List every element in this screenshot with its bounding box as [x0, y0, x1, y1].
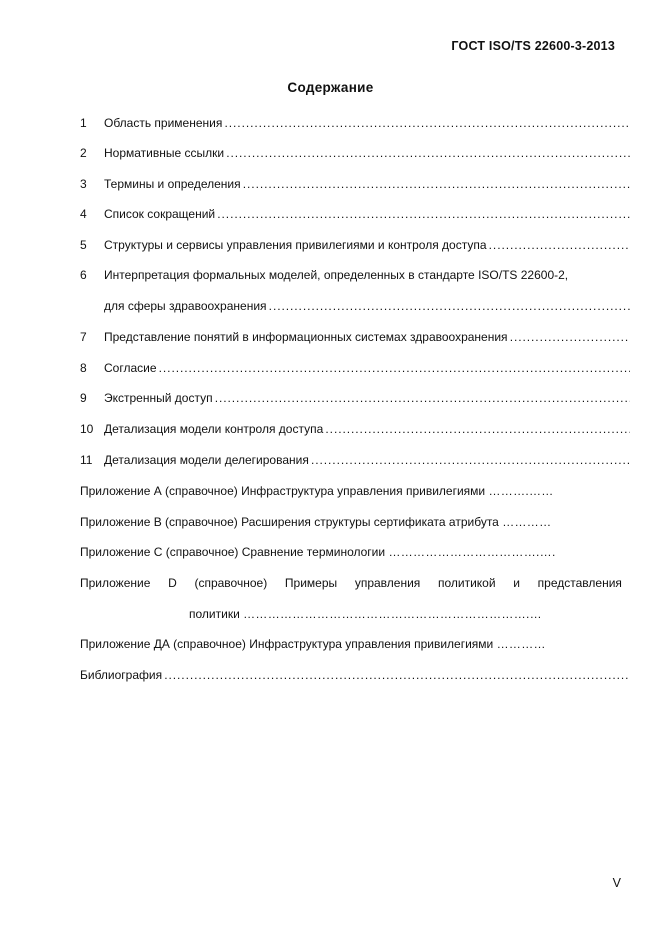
- toc-item-6-continued[interactable]: [80, 298, 630, 314]
- toc-item-title: Детализация модели делегирования . . .: [104, 452, 630, 468]
- word: D: [168, 576, 177, 590]
- toc-item-number: 2: [80, 146, 87, 160]
- appendix-b-leader: …………: [502, 515, 552, 529]
- toc-appendix-d[interactable]: [80, 575, 622, 591]
- toc-item-11[interactable]: [80, 452, 630, 468]
- document-id: ГОСТ ISO/TS 22600-3-2013: [451, 39, 615, 53]
- word: представления: [537, 576, 622, 590]
- toc-item-number: 10: [80, 422, 94, 436]
- toc-item-10[interactable]: [80, 421, 630, 437]
- word: (справочное): [194, 576, 268, 590]
- page-number: V: [612, 876, 621, 890]
- toc-appendix-da[interactable]: [80, 636, 630, 652]
- toc-item-title: Экстренный доступ . . .: [104, 390, 630, 406]
- toc-item-title: Детализация модели контроля доступа . . .: [104, 421, 630, 437]
- toc-item-title-line1: Интерпретация формальных моделей, определенных в стандарте ISO/TS 22600-2,: [104, 268, 569, 282]
- toc-appendix-d-continued[interactable]: [189, 606, 629, 622]
- toc-item-title-line2: для сферы здравоохранения . . .: [104, 298, 630, 314]
- word: управления: [354, 576, 421, 590]
- word: Примеры: [284, 576, 338, 590]
- toc-appendix-a[interactable]: [80, 483, 630, 499]
- page-title: Содержание: [287, 80, 374, 95]
- toc-item-2[interactable]: [80, 145, 630, 161]
- appendix-da-title: Приложение ДА (справочное) Инфраструктура управления привилегиями: [80, 637, 494, 651]
- toc-item-3[interactable]: [80, 176, 630, 192]
- appendix-da-leader: …………: [496, 637, 546, 651]
- appendix-a-leader: ……….……: [488, 484, 554, 498]
- toc-item-6[interactable]: [80, 267, 630, 283]
- appendix-b-title: Приложение В (справочное) Расширения структуры сертификата атрибута: [80, 515, 499, 529]
- toc-appendix-b[interactable]: [80, 514, 630, 530]
- bibliography-title: Библиография . . .: [80, 667, 630, 683]
- appendix-c-leader: ……………………………….….: [388, 545, 556, 559]
- toc-item-number: 11: [80, 453, 93, 467]
- toc-bibliography[interactable]: [80, 667, 630, 683]
- toc-item-number: 8: [80, 361, 87, 375]
- toc-item-8[interactable]: [80, 360, 630, 376]
- appendix-d-title-line2: политики: [189, 607, 240, 621]
- toc-item-number: 6: [80, 268, 87, 282]
- toc-item-title: Нормативные ссылки . . .: [104, 145, 630, 161]
- toc-item-7[interactable]: [80, 329, 630, 345]
- word: политикой: [437, 576, 496, 590]
- toc-item-number: 9: [80, 391, 87, 405]
- toc-appendix-c[interactable]: [80, 544, 630, 560]
- toc-item-number: 5: [80, 238, 87, 252]
- toc-item-title: Список сокращений . . .: [104, 206, 630, 222]
- word: и: [513, 576, 520, 590]
- appendix-c-title: Приложение С (справочное) Сравнение терминологии: [80, 545, 386, 559]
- toc-item-number: 7: [80, 330, 87, 344]
- appendix-a-title: Приложение А (справочное) Инфраструктура управления привилегиями: [80, 484, 486, 498]
- toc-item-title: Область применения . . .: [104, 115, 630, 131]
- toc-item-4[interactable]: [80, 206, 630, 222]
- appendix-d-leader: …………………………………………………………….…: [243, 607, 542, 621]
- toc-item-number: 4: [80, 207, 87, 221]
- toc-item-title: Представление понятий в информационных системах здравоохранения . . .: [104, 329, 630, 345]
- toc-item-title: Согласие . . .: [104, 360, 630, 376]
- toc-item-number: 3: [80, 177, 87, 191]
- appendix-d-title-line1: [80, 575, 622, 591]
- toc-item-title: Структуры и сервисы управления привилегиями и контроля доступа . . .: [104, 237, 630, 253]
- toc-item-1[interactable]: [80, 115, 630, 131]
- toc-item-title: Термины и определения . . .: [104, 176, 630, 192]
- toc-item-9[interactable]: [80, 390, 630, 406]
- toc-item-number: 1: [80, 116, 87, 130]
- word: Приложение: [80, 576, 151, 590]
- toc-item-5[interactable]: [80, 237, 630, 253]
